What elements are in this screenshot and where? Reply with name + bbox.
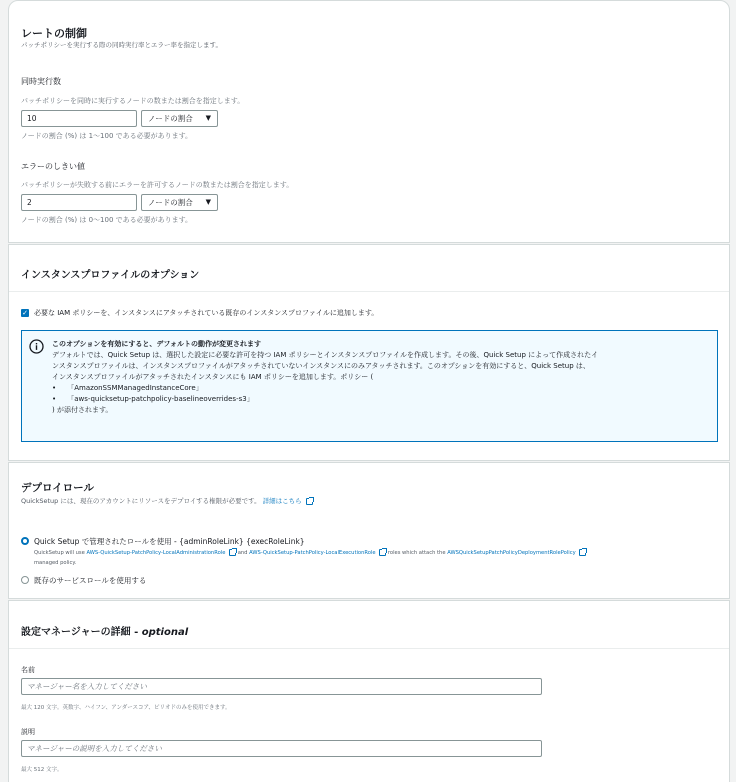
info-alert-title: このオプションを有効にすると、デフォルトの動作が変更されます <box>52 340 262 348</box>
exec-role-link[interactable]: AWS-QuickSetup-PatchPolicy-LocalExecutionRole <box>249 550 376 556</box>
managed-role-description-tail: managed policy. <box>34 560 77 566</box>
concurrency-input[interactable]: 10 <box>21 110 137 127</box>
deploy-role-title: デプロイロール <box>21 482 94 494</box>
info-alert-line-3: インスタンスプロファイルがアタッチされたインスタンスにも IAM ポリシーを追加します。ポリシー ( <box>52 373 374 381</box>
error-threshold-input[interactable]: 2 <box>21 194 137 211</box>
description-label: 説明 <box>21 728 35 736</box>
instance-profile-panel <box>8 244 730 461</box>
managed-role-label: Quick Setup で管理されたロールを使用 - {adminRoleLink} {execRoleLink} <box>34 537 305 546</box>
deploy-role-panel <box>8 462 730 599</box>
deployment-policy-link[interactable]: AWSQuickSetupPatchPolicyDeploymentRolePolicy <box>447 550 576 556</box>
info-alert-line-2: ンスタンスプロファイルは、インスタンスプロファイルがアタッチされていないインスタンスにのみアタッチされます。このオプションを有効にすると、Quick Setup は、 <box>52 362 590 370</box>
config-manager-title: 設定マネージャーの詳細 - optional <box>21 627 189 638</box>
caret-down-icon: ▼ <box>205 114 211 122</box>
caret-down-icon: ▼ <box>205 198 211 206</box>
rate-control-description: パッチポリシーを実行する際の同時実行率とエラー率を指定します。 <box>21 41 222 49</box>
concurrency-unit-label: ノードの割合 <box>148 114 193 123</box>
manager-name-input[interactable]: マネージャー名を入力してください <box>21 678 542 695</box>
external-link-icon <box>579 549 586 556</box>
info-alert <box>21 330 718 442</box>
managed-role-radio[interactable] <box>21 537 29 545</box>
info-alert-tail: ) が添付されます。 <box>52 406 113 414</box>
config-manager-panel <box>8 600 730 782</box>
divider <box>9 648 729 649</box>
name-label: 名前 <box>21 666 35 674</box>
error-threshold-label: エラーのしきい値 <box>21 162 85 171</box>
divider <box>9 291 729 292</box>
instance-profile-title: インスタンスプロファイルのオプション <box>21 270 200 281</box>
info-alert-line-1: デフォルトでは、Quick Setup は、選択した設定に必要な許可を持つ IAM ポリシーとインスタンスプロファイルを作成します。その後、Quick Setup によって作成されたイ <box>52 351 599 359</box>
add-iam-policy-checkbox[interactable]: ✓ <box>22 309 28 317</box>
learn-more-link[interactable]: 詳細はこちら <box>262 497 302 505</box>
policy-name: 「aws-quicksetup-patchpolicy-baselineoverrides-s3」 <box>67 395 254 403</box>
rate-control-panel <box>8 0 730 243</box>
external-link-icon <box>379 549 386 556</box>
info-icon <box>29 339 44 354</box>
error-threshold-description: パッチポリシーが失敗する前にエラーを許可するノードの数または割合を指定します。 <box>21 181 294 189</box>
concurrency-label: 同時実行数 <box>21 77 61 86</box>
concurrency-description: パッチポリシーを同時に実行するノードの数または割合を指定します。 <box>21 97 245 105</box>
policy-list-item: • 「AmazonSSMManagedInstanceCore」 <box>52 384 203 392</box>
page <box>8 0 730 782</box>
existing-role-label: 既存のサービスロールを使用する <box>34 576 147 585</box>
rate-control-title: レートの制御 <box>21 27 87 40</box>
deploy-role-description: QuickSetup には、現在のアカウントにリソースをデプロイする権限が必要です。 詳細はこちら <box>21 496 313 505</box>
name-hint: 最大 120 文字。英数字、ハイフン、アンダースコア、ピリオドのみを使用できます。 <box>21 705 231 711</box>
external-link-icon <box>306 498 313 505</box>
error-threshold-unit-select[interactable] <box>141 194 218 211</box>
add-iam-policy-label: 必要な IAM ポリシーを、インスタンスにアタッチされている既存のインスタンスプロファイルに追加します。 <box>34 309 379 317</box>
external-link-icon <box>229 549 236 556</box>
concurrency-hint: ノードの割合 (%) は 1〜100 である必要があります。 <box>21 132 193 140</box>
policy-list-item: • 「aws-quicksetup-patchpolicy-baselineoverrides-s3」 <box>52 395 254 403</box>
manager-description-input[interactable]: マネージャーの説明を入力してください <box>21 740 542 757</box>
optional-tag: optional <box>141 627 189 638</box>
existing-role-radio[interactable] <box>21 576 29 584</box>
policy-name: 「AmazonSSMManagedInstanceCore」 <box>67 384 203 392</box>
admin-role-link[interactable]: AWS-QuickSetup-PatchPolicy-LocalAdministrationRole <box>86 550 226 556</box>
error-threshold-unit-label: ノードの割合 <box>148 198 193 207</box>
error-threshold-hint: ノードの割合 (%) は 0〜100 である必要があります。 <box>21 216 193 224</box>
managed-role-description: QuickSetup will use AWS-QuickSetup-PatchPolicy-LocalAdministrationRole and AWS-QuickSetup-PatchPolicy-LocalExecutionRole roles which attach the AWSQuickSetupPatchPolicyDeploymentRolePolicy <box>34 549 586 556</box>
concurrency-unit-select[interactable] <box>141 110 218 127</box>
description-hint: 最大 512 文字。 <box>21 767 63 773</box>
